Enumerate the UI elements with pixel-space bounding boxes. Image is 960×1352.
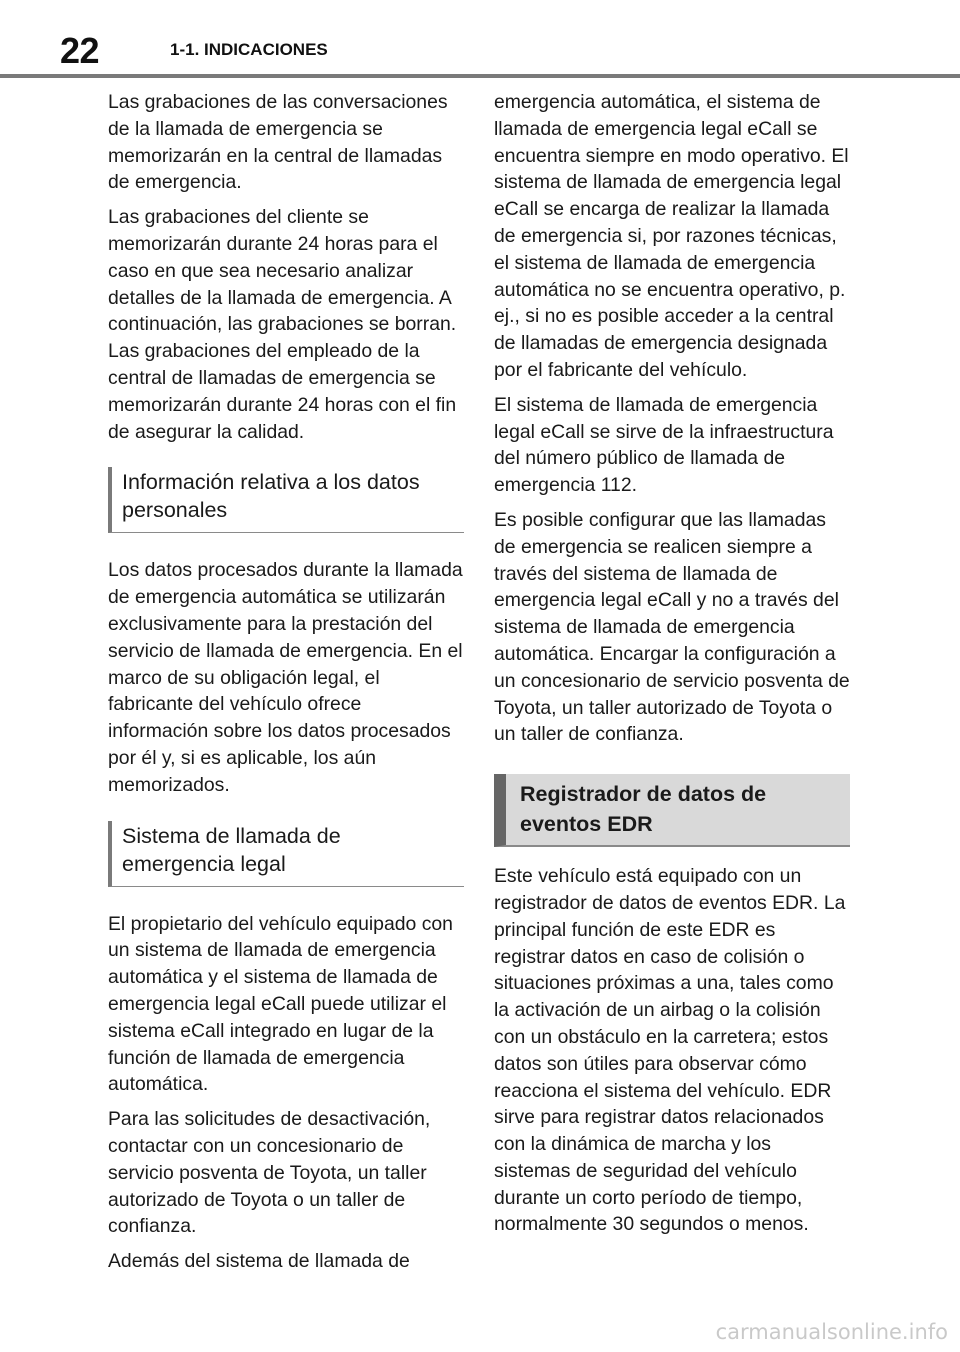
paragraph: Las grabaciones de las conversaciones de la llamada de emergencia se memorizarán en la central de llamadas de emergencia. <box>108 91 448 194</box>
subheading-legal-ecall: Sistema de llamada de emergencia legal <box>108 821 464 887</box>
paragraph: Para las solicitudes de desactivación, contactar con un concesionario de servicio posventa de Toyota, un taller autorizado de Toyota o un taller de confianza. <box>108 1108 431 1238</box>
section-heading-edr: Registrador de datos de eventos EDR <box>494 774 850 847</box>
paragraph: Las grabaciones del cliente se memorizarán durante 24 horas para el caso en que sea necesario analizar detalles de la llamada de emergencia. A continuación, las grabaciones se borran. Las grabaciones del empleado de la central de llamadas de emergencia se memorizarán durante 24 horas con el fin de asegurar la calidad. <box>108 206 457 443</box>
page-header <box>0 0 960 78</box>
paragraph: El sistema de llamada de emergencia legal eCall se sirve de la infraestructura del número público de llamada de emergencia 112. <box>494 393 834 497</box>
right-column <box>494 89 850 1246</box>
paragraph: Este vehículo está equipado con un registrador de datos de eventos EDR. La principal función de este EDR es registrar datos en caso de colisión o situaciones próximas a una, tales como la activación de un airbag o la colisión con un obstáculo en la carretera; estos datos son útiles para observar cómo reacciona el sistema del vehículo. EDR sirve para registrar datos relacionados con la dinámica de marcha y los sistemas de seguridad del vehículo durante un corto período de tiempo, normalmente 30 segundos o menos. <box>494 865 846 1236</box>
paragraph: emergencia automática, el sistema de llamada de emergencia legal eCall se encuentra siempre en modo operativo. El sistema de llamada de emergencia legal eCall se encarga de realizar la llamada de emergencia si, por razones técnicas, el sistema de llamada de emergencia automática no se encuentra operativo, p. ej., si no es posible acceder a la central de llamadas de emergencia designada por el fabricante del vehículo. <box>494 91 849 381</box>
page-number: 22 <box>60 30 100 71</box>
left-column <box>108 89 464 1283</box>
subheading-personal-data: Información relativa a los datos personales <box>108 467 464 533</box>
section-title: 1-1. INDICACIONES <box>170 40 328 59</box>
header-divider <box>0 74 960 78</box>
paragraph: El propietario del vehículo equipado con un sistema de llamada de emergencia automática y el sistema de llamada de emergencia legal eCall puede utilizar el sistema eCall integrado en lugar de la función de llamada de emergencia automática. <box>108 912 453 1096</box>
paragraph: Los datos procesados durante la llamada de emergencia automática se utilizarán exclusivamente para la prestación del servicio de llamada de emergencia. En el marco de su obligación legal, el fabricante del vehículo ofrece información sobre los datos procesados por él y, si es aplicable, los aún memorizados. <box>108 559 463 796</box>
paragraph: Además del sistema de llamada de <box>108 1250 410 1273</box>
watermark: carmanualsonline.info <box>715 1320 948 1344</box>
paragraph: Es posible configurar que las llamadas de emergencia se realicen siempre a través del sistema de llamada de emergencia legal eCall y no a través del sistema de llamada de emergencia automática. Encargar la configuración a un concesionario de servicio posventa de Toyota, un taller autorizado de Toyota o un taller de confianza. <box>494 508 850 746</box>
